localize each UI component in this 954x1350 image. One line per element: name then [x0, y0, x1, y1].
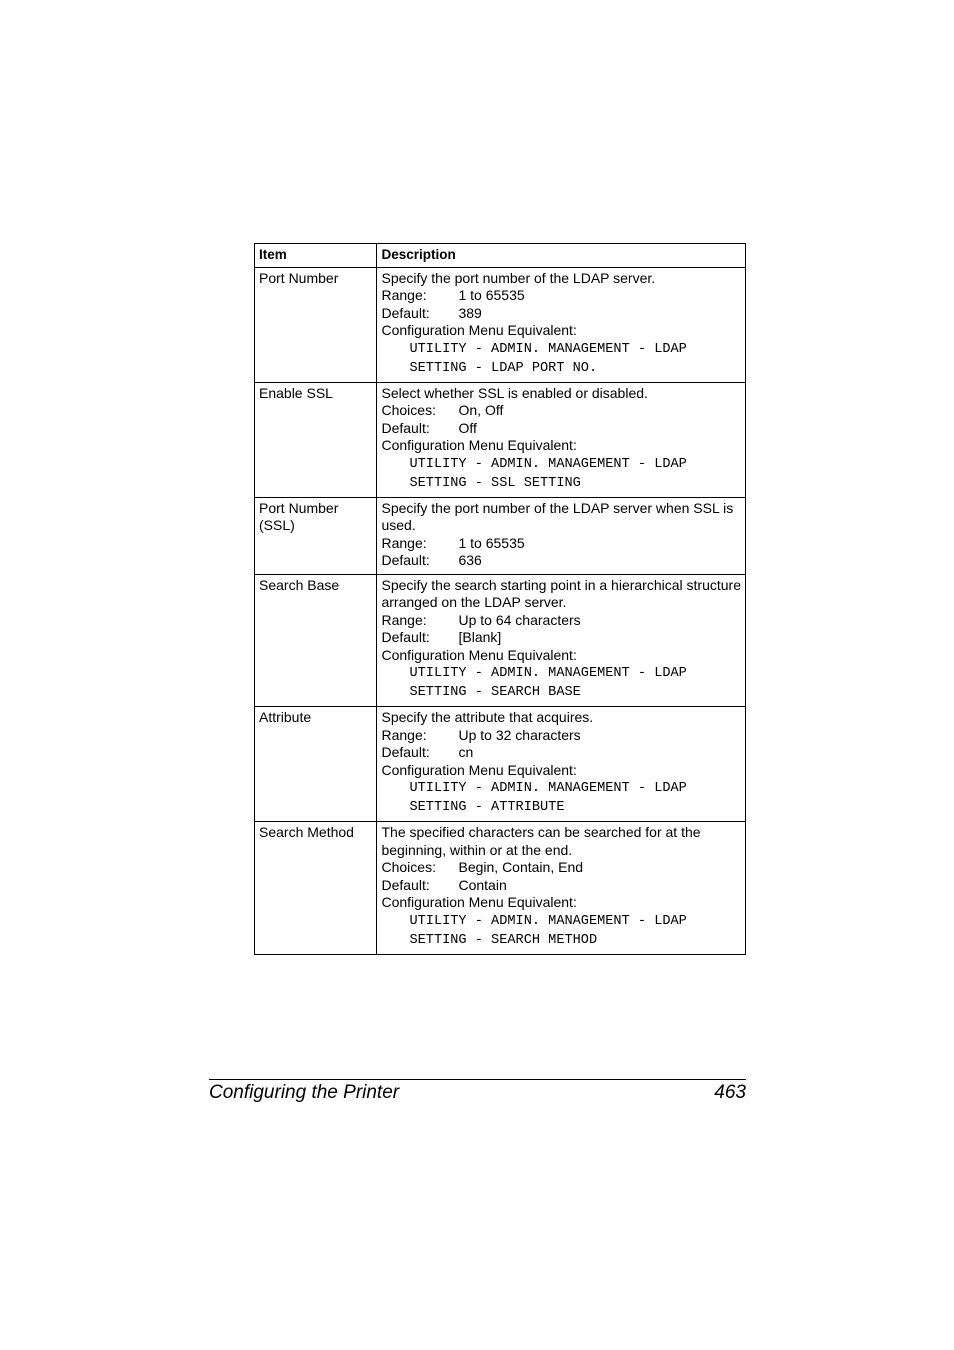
menu-path: UTILITY - ADMIN. MANAGEMENT - LDAP — [409, 781, 687, 796]
menu-path: UTILITY - ADMIN. MANAGEMENT - LDAP — [409, 341, 687, 357]
item-cell — [255, 382, 377, 497]
item-cell — [255, 822, 377, 955]
item-label: Port Number — [259, 499, 339, 516]
item-label: Attribute — [259, 709, 312, 725]
field-label: Default: — [381, 419, 430, 436]
table-row — [255, 707, 746, 822]
field-value: Contain — [458, 876, 507, 893]
field-line — [381, 535, 741, 553]
menu-path: SETTING - SEARCH METHOD — [409, 932, 598, 948]
column-header-description: Description — [377, 244, 746, 268]
description-cell — [377, 574, 746, 707]
field-value: 1 to 65535 — [458, 287, 525, 303]
field-value: Up to 32 characters — [458, 726, 581, 743]
field-line — [381, 727, 741, 745]
menu-equivalent-label: Configuration Menu Equivalent: — [381, 646, 577, 663]
description-text: Specify the port number of the LDAP server. — [381, 269, 656, 286]
description-text: arranged on the LDAP server. — [381, 594, 567, 610]
field-label: Range: — [381, 611, 427, 628]
table-row — [255, 267, 746, 382]
menu-path: UTILITY - ADMIN. MANAGEMENT - LDAP — [409, 666, 687, 681]
description-cell — [377, 267, 746, 382]
menu-path: SETTING - LDAP PORT NO. — [409, 360, 598, 376]
menu-equivalent-label: Configuration Menu Equivalent: — [381, 322, 577, 338]
field-label: Choices: — [381, 859, 436, 875]
description-text: beginning, within or at the end. — [381, 841, 573, 858]
field-value: On, Off — [458, 402, 504, 418]
menu-equivalent-label: Configuration Menu Equivalent: — [381, 894, 577, 910]
description-text: Select whether SSL is enabled or disabled. — [381, 384, 648, 401]
item-label: Enable SSL — [259, 384, 333, 401]
item-label: Port Number — [259, 269, 339, 286]
item-label: (SSL) — [259, 517, 295, 533]
item-cell — [255, 267, 377, 382]
field-value: Begin, Contain, End — [458, 859, 584, 875]
field-line — [381, 552, 741, 570]
field-label: Range: — [381, 726, 427, 743]
table-header — [255, 244, 746, 268]
menu-path: SETTING - ATTRIBUTE — [409, 800, 565, 815]
description-cell — [377, 497, 746, 574]
description-cell — [377, 382, 746, 497]
menu-path: SETTING - SEARCH BASE — [409, 685, 581, 700]
ldap-settings-table — [254, 243, 746, 955]
table-body — [255, 267, 746, 954]
field-label: Default: — [381, 552, 430, 568]
field-line — [381, 612, 741, 630]
field-line — [381, 420, 741, 438]
field-label: Default: — [381, 744, 430, 760]
item-cell — [255, 497, 377, 574]
field-label: Default: — [381, 304, 430, 321]
description-text: The specified characters can be searched for at the — [381, 824, 701, 840]
menu-equivalent-label: Configuration Menu Equivalent: — [381, 437, 577, 453]
column-header-item: Item — [255, 244, 377, 268]
field-label: Default: — [381, 629, 430, 645]
description-cell — [377, 822, 746, 955]
field-value: cn — [458, 744, 474, 760]
description-text: used. — [381, 517, 416, 533]
field-label: Range: — [381, 534, 427, 551]
field-value: Up to 64 characters — [458, 611, 581, 628]
footer-title: Configuring the Printer — [209, 1082, 400, 1103]
menu-path: UTILITY - ADMIN. MANAGEMENT - LDAP — [409, 456, 687, 472]
description-text: Specify the search starting point in a hierarchical structure — [381, 576, 741, 593]
field-value: Off — [458, 419, 477, 436]
table-row — [255, 497, 746, 574]
field-label: Default: — [381, 876, 430, 893]
description-cell — [377, 707, 746, 822]
field-line — [381, 402, 741, 420]
page-number: 463 — [714, 1082, 746, 1103]
description-text: Specify the attribute that acquires. — [381, 709, 594, 725]
menu-equivalent-label: Configuration Menu Equivalent: — [381, 761, 577, 778]
field-line — [381, 287, 741, 305]
menu-path: SETTING - SSL SETTING — [409, 475, 581, 491]
item-label: Search Method — [259, 824, 354, 840]
field-value: 636 — [458, 552, 482, 568]
field-label: Range: — [381, 287, 427, 303]
field-line — [381, 877, 741, 895]
field-value: 389 — [458, 304, 482, 321]
field-line — [381, 305, 741, 323]
field-line — [381, 744, 741, 762]
field-label: Choices: — [381, 402, 436, 418]
item-cell — [255, 707, 377, 822]
item-cell — [255, 574, 377, 707]
menu-path: UTILITY - ADMIN. MANAGEMENT - LDAP — [409, 913, 687, 929]
footer-divider — [209, 1079, 746, 1080]
item-label: Search Base — [259, 576, 340, 593]
field-value: 1 to 65535 — [458, 534, 525, 551]
field-value: [Blank] — [458, 629, 502, 645]
table-row — [255, 822, 746, 955]
field-line — [381, 629, 741, 647]
field-line — [381, 859, 741, 877]
table-header-row — [255, 244, 746, 268]
table-row — [255, 574, 746, 707]
table-row — [255, 382, 746, 497]
description-text: Specify the port number of the LDAP server when SSL is — [381, 499, 734, 516]
